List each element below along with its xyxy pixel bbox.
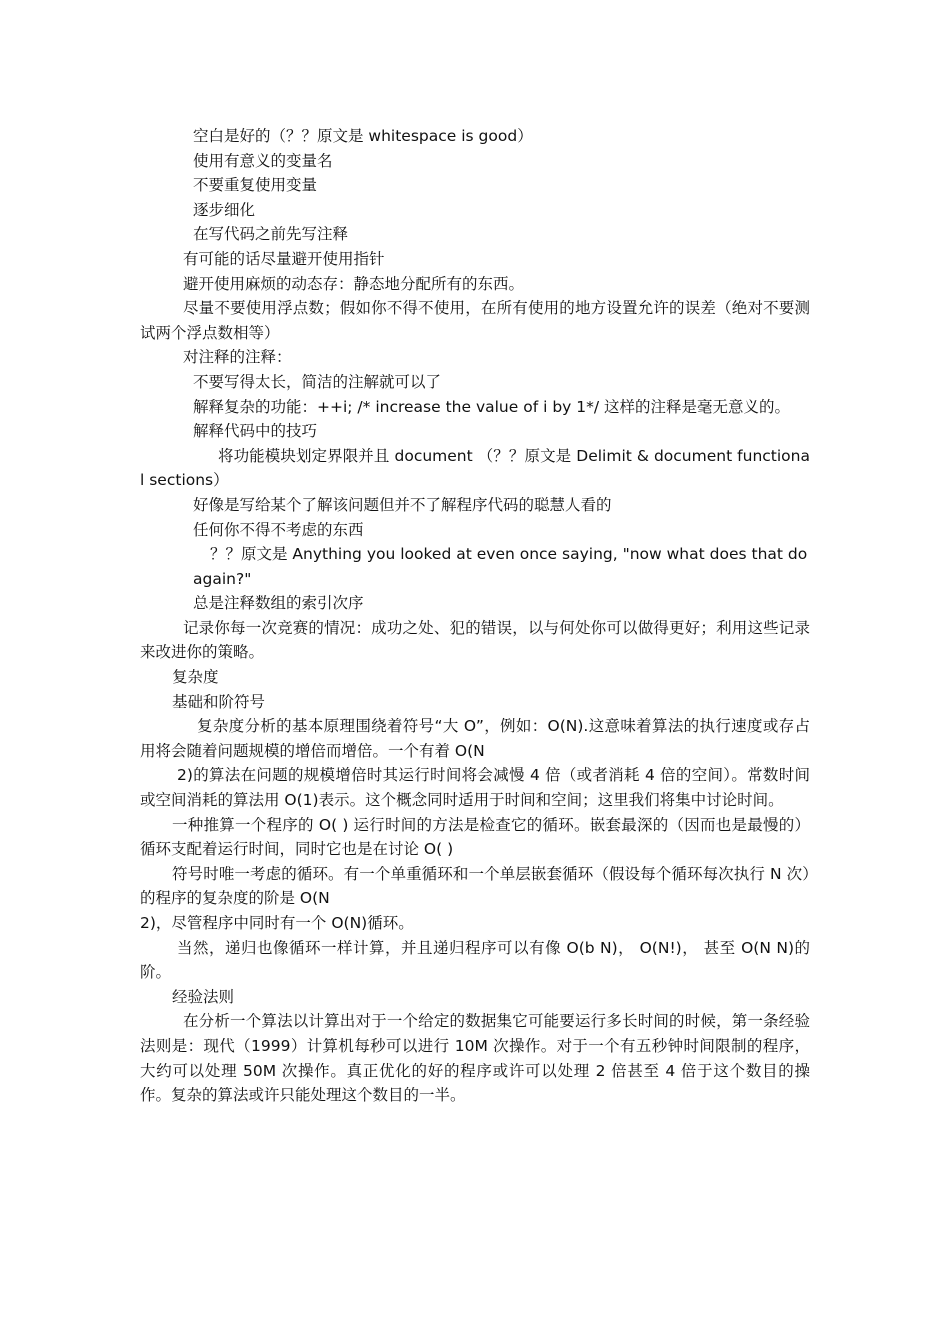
text-line: 避开使用麻烦的动态存：静态地分配所有的东西。 — [183, 274, 525, 293]
text-line: 对注释的注释： — [183, 348, 292, 367]
text-line: 好像是写给某个了解该问题但并不了解程序代码的聪慧人看的 — [193, 495, 612, 514]
paragraph: 符号时唯一考虑的循环。有一个单重循环和一个单层嵌套循环（假设每个循环每次执行 N 次）的程序的复杂度的阶是 O(N — [140, 864, 810, 908]
paragraph: 当然，递归也像循环一样计算，并且递归程序可以有像 O(b N)， O(N!)， 甚至 O(N N)的阶。 — [140, 938, 810, 982]
paragraph: 在分析一个算法以计算出对于一个给定的数据集它可能要运行多长时间的时候，第一条经验法则是：现代（1999）计算机每秒可以进行 10M 次操作。对于一个有五秒钟时间限制的程序，大约可以处理 50M 次操作。真正优化的好的程序或许可以处理 2 倍甚至 4 倍于这个数目的操作。复杂的算法或许只能处理这个数目的一半。 — [140, 1012, 810, 1105]
paragraph: 记录你每一次竞赛的情况：成功之处、犯的错误，以与何处你可以做得更好；利用这些记录来改进你的策略。 — [140, 618, 810, 662]
paragraph: 复杂度分析的基本原理围绕着符号“大 O”，例如：O(N).这意味着算法的执行速度或存占用将会随着问题规模的增倍而增倍。一个有着 O(N — [140, 717, 810, 760]
paragraph: 一种推算一个程序的 O( ) 运行时间的方法是检查它的循环。嵌套最深的（因而也是最慢的）循环支配着运行时间，同时它也是在讨论 O( ) — [140, 815, 810, 859]
text-line: 解释代码中的技巧 — [193, 422, 318, 441]
paragraph: ？？原文是 Anything you looked at even once saying, "now what does that do — [210, 545, 808, 564]
paragraph: 2)的算法在问题的规模增倍时其运行时间将会减慢 4 倍（或者消耗 4 倍的空间）。常数时间或空间消耗的算法用 O(1)表示。这个概念同时适用于时间和空间；这里我们将集中讨论时间。 — [140, 766, 810, 810]
text-line: 使用有意义的变量名 — [193, 151, 333, 170]
text-line: 不要重复使用变量 — [193, 176, 318, 195]
paragraph: 解释复杂的功能：++i; /* increase the value of i by 1*/ 这样的注释是毫无意义的。 — [193, 397, 791, 416]
text-line: 空白是好的（？？原文是 whitespace is good） — [193, 127, 533, 145]
text-line: 不要写得太长，简洁的注解就可以了 — [193, 372, 442, 391]
paragraph: 将功能模块划定界限并且 document （？？原文是 Delimit & document functional sections） — [140, 446, 810, 490]
text-line: 逐步细化 — [193, 200, 256, 219]
section-heading: 复杂度 — [172, 668, 219, 687]
paragraph: 尽量不要使用浮点数；假如你不得不使用，在所有使用的地方设置允许的误差（绝对不要测试两个浮点数相等） — [140, 299, 810, 342]
text-line: 总是注释数组的索引次序 — [193, 594, 364, 613]
section-heading: 基础和阶符号 — [172, 692, 266, 711]
text-line: 2)，尽管程序中同时有一个 O(N)循环。 — [140, 914, 414, 932]
document-page — [140, 124, 810, 1108]
text-line: 任何你不得不考虑的东西 — [193, 520, 364, 539]
text-line: 在写代码之前先写注释 — [193, 225, 349, 244]
text-line: again?" — [193, 569, 252, 588]
text-line: 有可能的话尽量避开使用指针 — [183, 249, 385, 268]
section-heading: 经验法则 — [172, 987, 235, 1006]
